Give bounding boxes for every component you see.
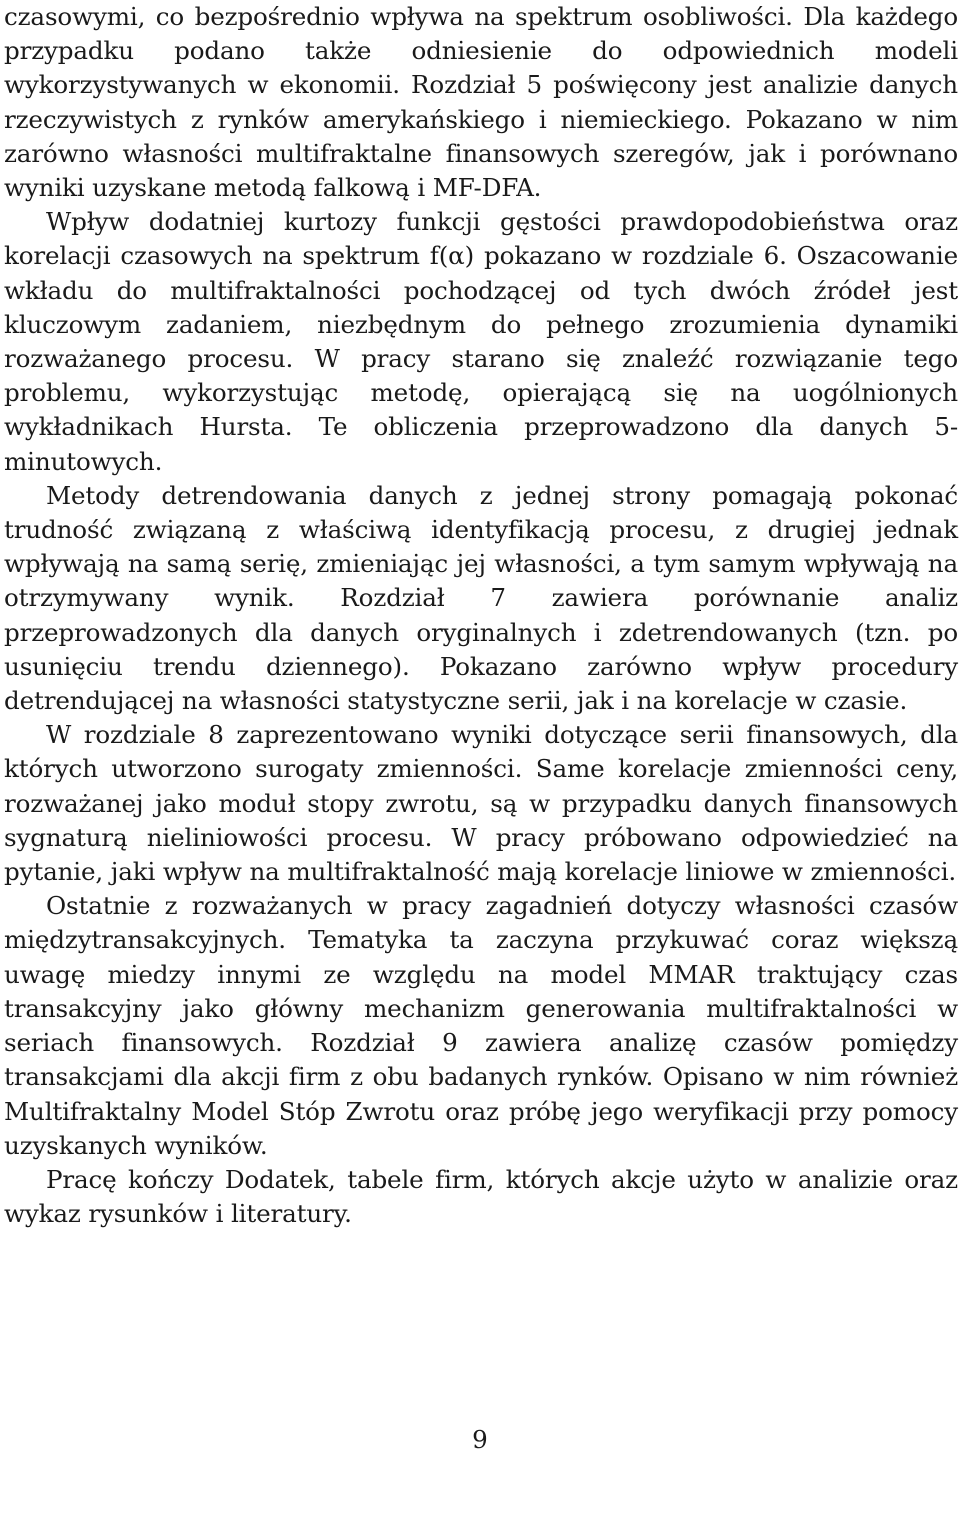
paragraph-1: czasowymi, co bezpośrednio wpływa na spektrum osobliwości. Dla każdego przypadku podano także odniesienie do odpowiednich modeli wykorzystywanych w ekonomii. Rozdział 5 poświęcony jest analizie danych rzeczywistych z rynków amerykańskiego i niemieckiego. Pokazano w nim zarówno własności multifraktalne finansowych szeregów, jak i porównano wyniki uzyskane metodą falkową i MF-DFA. (4, 2, 958, 203)
paragraph-6: Pracę kończy Dodatek, tabele firm, których akcje użyto w analizie oraz wykaz rysunków i literatury. (4, 1164, 958, 1229)
paragraph-4: W rozdziale 8 zaprezentowano wyniki dotyczące serii finansowych, dla których utworzono surogaty zmienności. Same korelacje zmienności ceny, rozważanej jako moduł stopy zwrotu, są w przypadku danych finansowych sygnaturą nieliniowości procesu. W pracy próbowano odpowiedzieć na pytanie, jaki wpływ na multifraktalność mają korelacje liniowe w zmienności. (4, 720, 958, 887)
page-number: 9 (472, 1425, 488, 1454)
paragraph-5: Ostatnie z rozważanych w pracy zagadnień dotyczy własności czasów międzytransakcyjnych. Tematyka ta zaczyna przykuwać coraz większą uwagę miedzy innymi ze względu na model MMAR traktujący czas transakcyjny jako główny mechanizm generowania multifraktalności w seriach finansowych. Rozdział 9 zawiera analizę czasów pomiędzy transakcjami dla akcji firm z obu badanych rynków. Opisano w nim również Multifraktalny Model Stóp Zwrotu oraz próbę jego weryfikacji przy pomocy uzyskanych wyników. (4, 891, 958, 1160)
paragraph-3: Metody detrendowania danych z jednej strony pomagają pokonać trudność związaną z właściwą identyfikacją procesu, z drugiej jednak wpływają na samą serię, zmieniając jej własności, a tym samym wpływają na otrzymywany wynik. Rozdział 7 zawiera porównanie analiz przeprowadzonych dla danych oryginalnych i zdetrendowanych (tzn. po usunięciu trendu dziennego). Pokazano zarówno wpływ procedury detrendującej na własności statystyczne serii, jak i na korelacje w czasie. (4, 480, 958, 716)
paragraph-2: Wpływ dodatniej kurtozy funkcji gęstości prawdopodobieństwa oraz korelacji czasowych na spektrum f(α) pokazano w rozdziale 6. Oszacowanie wkładu do multifraktalności pochodzącej od tych dwóch źródeł jest kluczowym zadaniem, niezbędnym do pełnego zrozumienia dynamiki rozważanego procesu. W pracy starano się znaleźć rozwiązanie tego problemu, wykorzystując metodę, opierającą się na uogólnionych wykładnikach Hursta. Te obliczenia przeprowadzono dla danych 5-minutowych. (4, 207, 958, 476)
document-page (4, 0, 958, 1231)
